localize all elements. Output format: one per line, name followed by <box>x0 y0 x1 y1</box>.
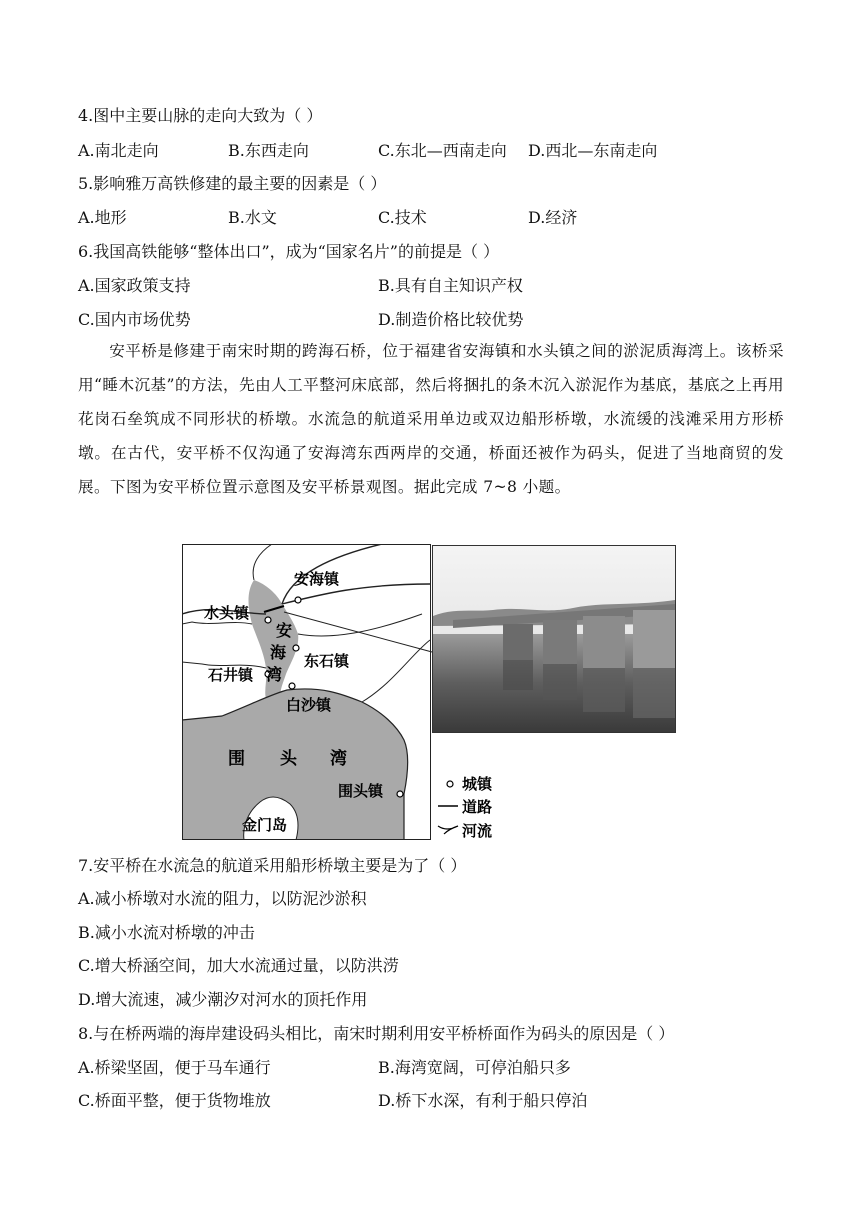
label-baisha: 白沙镇 <box>286 696 332 714</box>
label-weitouwan-1: 围 <box>228 749 245 769</box>
photo-svg <box>433 546 675 732</box>
question-4-stem: 4.图中主要山脉的走向大致为（ ） <box>78 106 323 125</box>
anping-bridge-photo <box>432 545 676 733</box>
label-anhai: 安海镇 <box>294 570 340 588</box>
label-shuitou: 水头镇 <box>204 604 250 622</box>
label-wan: 湾 <box>266 665 283 684</box>
q4-option-d: D.西北—东南走向 <box>528 141 658 160</box>
label-hai: 海 <box>270 643 287 662</box>
legend-town: 城镇 <box>462 775 493 793</box>
question-5-stem: 5.影响雅万高铁修建的最主要的因素是（ ） <box>78 174 387 193</box>
q6-option-a: A.国家政策支持 <box>78 276 191 295</box>
label-weitou: 围头镇 <box>338 782 384 800</box>
q7-option-c: C.增大桥涵空间，加大水流通过量，以防洪涝 <box>78 956 399 975</box>
q8-option-c: C.桥面平整，便于货物堆放 <box>78 1091 271 1110</box>
q8-option-b: B.海湾宽阔，可停泊船只多 <box>378 1058 571 1077</box>
q6-option-b: B.具有自主知识产权 <box>378 276 523 295</box>
legend-road: 道路 <box>462 798 493 816</box>
label-dongshi: 东石镇 <box>304 652 350 670</box>
q8-option-d: D.桥下水深，有利于船只停泊 <box>378 1091 588 1110</box>
legend-river: 河流 <box>462 822 493 840</box>
q7-option-d: D.增大流速，减少潮汐对河水的顶托作用 <box>78 990 368 1009</box>
q5-option-d: D.经济 <box>528 208 578 227</box>
q4-option-a: A.南北走向 <box>78 141 159 160</box>
q8-option-a: A.桥梁坚固，便于马车通行 <box>78 1058 271 1077</box>
q5-option-c: C.技术 <box>378 208 427 227</box>
label-an: 安 <box>276 621 293 640</box>
q7-option-a: A.减小桥墩对水流的阻力，以防泥沙淤积 <box>78 889 367 908</box>
label-weitouwan-2: 头 <box>280 749 297 769</box>
question-8-stem: 8.与在桥两端的海岸建设码头相比，南宋时期利用安平桥桥面作为码头的原因是（ ） <box>78 1024 675 1043</box>
q7-option-b: B.减小水流对桥墩的冲击 <box>78 923 255 942</box>
q5-option-a: A.地形 <box>78 208 127 227</box>
q6-option-d: D.制造价格比较优势 <box>378 310 524 329</box>
q6-option-c: C.国内市场优势 <box>78 310 191 329</box>
question-6-stem: 6.我国高铁能够“整体出口”，成为“国家名片”的前提是（ ） <box>78 242 500 261</box>
label-jinmen: 金门岛 <box>242 816 288 834</box>
label-weitouwan-3: 湾 <box>330 749 347 769</box>
q4-option-c: C.东北—西南走向 <box>378 141 507 160</box>
question-7-stem: 7.安平桥在水流急的航道采用船形桥墩主要是为了（ ） <box>78 856 467 875</box>
q4-option-b: B.东西走向 <box>228 141 309 160</box>
label-shijing: 石井镇 <box>208 666 254 684</box>
q5-option-b: B.水文 <box>228 208 277 227</box>
passage-text: 安平桥是修建于南宋时期的跨海石桥，位于福建省安海镇和水头镇之间的淤泥质海湾上。该桥采用“睡木沉基”的方法，先由人工平整河床底部，然后将捆扎的条木沉入淤泥作为基底，基底之上再用花岗石垒筑成不同形状的桥墩。水流急的航道采用单边或双边船形桥墩，水流缓的浅滩采用方形桥墩。在古代，安平桥不仅沟通了安海湾东西两岸的交通，桥面还被作为码头，促进了当地商贸的发展。下图为安平桥位置示意图及安平桥景观图。据此完成 7~8 小题。 <box>78 342 784 496</box>
